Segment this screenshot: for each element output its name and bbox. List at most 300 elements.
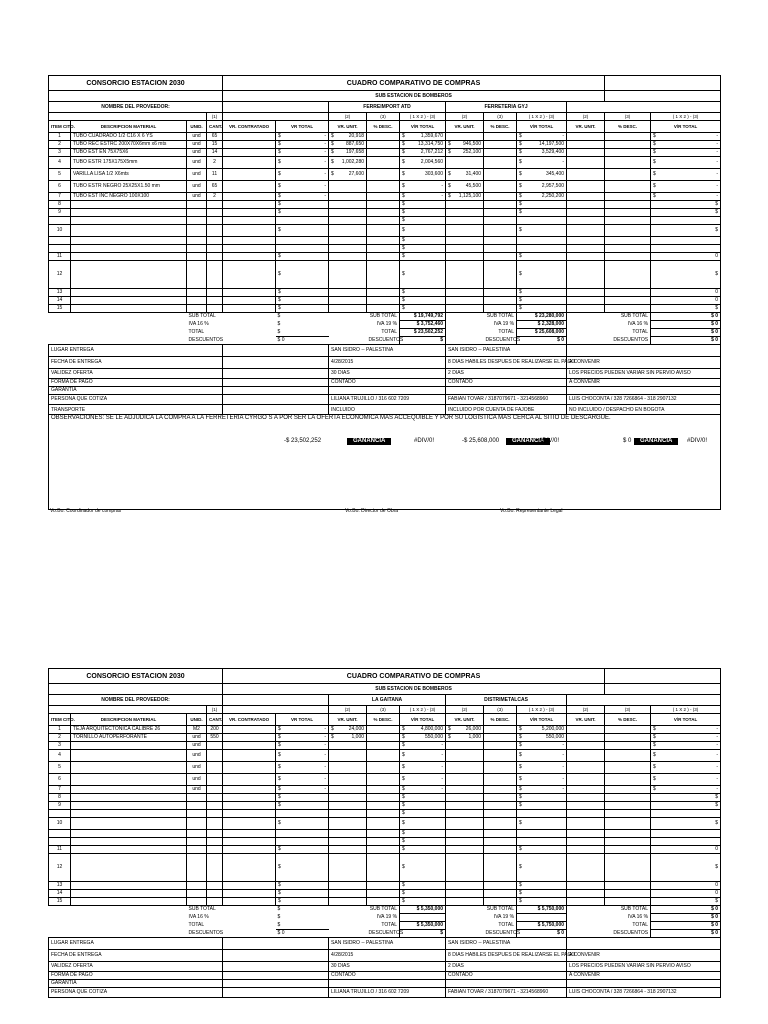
provider-3-total: $ — [651, 854, 721, 882]
blank-cell — [567, 297, 605, 305]
contracted-total: $ — [277, 914, 281, 920]
totals-label: TOTAL — [381, 329, 398, 335]
blank-cell — [223, 988, 329, 998]
blank-cell — [567, 890, 605, 898]
column-index: ( 1 X 2 ) - (3) — [400, 706, 446, 714]
blank-cell — [71, 245, 187, 253]
blank-cell — [605, 201, 651, 209]
blank-cell — [329, 906, 367, 914]
provider-3-sum: $ 0 — [651, 922, 721, 930]
provider-2-info: CONTADO — [446, 379, 567, 387]
contracted-total — [276, 726, 329, 734]
blank-cell — [223, 695, 329, 706]
provider-3-sum: $ 0 — [651, 337, 721, 345]
item-number: 12 — [49, 854, 71, 882]
blank-cell — [207, 305, 223, 313]
provider-3-info — [567, 980, 721, 988]
provider-2-total — [517, 193, 567, 201]
contracted-total: $ — [276, 846, 329, 854]
amount: - — [562, 133, 565, 139]
provider-2-total — [517, 217, 567, 225]
provider-1-total: $ — [400, 209, 446, 217]
blank-cell — [567, 237, 605, 245]
contracted-header: VR. CONTRATADO — [223, 121, 276, 133]
discount-header: % DESC. — [484, 714, 517, 726]
provider-1-unit-price — [329, 141, 367, 149]
provider-3-unit-price — [567, 141, 605, 149]
provider-1-info: LILIANA TRUJILLO / 316 602 7209 — [329, 395, 446, 405]
item-description: TORNILLO AUTOPERFORANTE — [71, 734, 187, 742]
provider-2-info: 2 DIAS — [446, 369, 567, 379]
blank-cell — [187, 898, 207, 906]
provider-3-info: A CONVENIR — [567, 972, 721, 980]
amount: - — [562, 159, 565, 165]
blank-cell — [71, 802, 187, 810]
blank-cell — [187, 289, 207, 297]
provider-3-total: 0 — [651, 253, 721, 261]
provider-3-total: $ — [651, 305, 721, 313]
item-number: 5 — [49, 762, 71, 774]
provider-3-info — [567, 938, 721, 950]
blank-cell — [605, 794, 651, 802]
blank-cell — [446, 906, 484, 914]
provider-3-unit-price — [567, 181, 605, 193]
currency-sign: $ — [402, 141, 405, 147]
item-number: 10 — [49, 225, 71, 237]
amount: - — [562, 786, 565, 792]
provider-3-info: NO INCLUIDO / DESPACHO EN BOGOTA — [567, 405, 721, 415]
blank-cell — [605, 838, 651, 846]
blank-cell — [567, 794, 605, 802]
item-number — [49, 810, 71, 818]
provider-3-sum: $ 0 — [651, 329, 721, 337]
description-header: DESCRIPCION MATERIAL — [71, 714, 187, 726]
blank-cell — [446, 321, 484, 329]
blank-cell — [187, 838, 207, 846]
blank-cell — [223, 906, 276, 914]
provider-1-info: CONTADO — [329, 379, 446, 387]
item-number: 15 — [49, 898, 71, 906]
contracted-total: $ 0 — [277, 930, 285, 936]
blank-cell — [329, 337, 367, 345]
provider-3-total — [651, 762, 721, 774]
provider-1-sum: $ 19,749,792 — [400, 313, 446, 321]
item-number: 9 — [49, 802, 71, 810]
unit-price-header: VR. UNIT. — [567, 714, 605, 726]
item-number: 3 — [49, 149, 71, 157]
discount-header: % DESC. — [367, 714, 400, 726]
amount: - — [562, 764, 565, 770]
item-number — [49, 245, 71, 253]
currency-sign: $ — [448, 734, 451, 740]
provider-1-total — [400, 133, 446, 141]
amount: - — [324, 141, 327, 147]
blank-cell — [567, 201, 605, 209]
blank-cell — [223, 225, 276, 237]
provider-3-unit-price — [567, 774, 605, 786]
profit-percent: #DIV/0! — [414, 438, 435, 444]
provider-1-info: 4/28/2015 — [329, 357, 446, 369]
blank-cell — [484, 830, 517, 838]
item-number: 8 — [49, 201, 71, 209]
item-number: 3 — [49, 742, 71, 750]
blank-cell — [49, 91, 223, 102]
blank-cell — [567, 838, 605, 846]
amount: - — [716, 171, 719, 177]
currency-sign: $ — [519, 752, 522, 758]
blank-cell — [49, 321, 71, 329]
item-description: VARILLA LISA 1/2 X6mts — [71, 169, 187, 181]
blank-cell — [187, 209, 207, 217]
blank-cell — [187, 245, 207, 253]
provider-3-unit-price — [567, 762, 605, 774]
contracted-total — [276, 830, 329, 838]
blank-cell — [207, 898, 223, 906]
provider-1-total: $ — [400, 830, 446, 838]
blank-cell — [187, 261, 207, 289]
column-index: (3) — [484, 113, 517, 121]
blank-cell — [223, 379, 329, 387]
currency-sign: $ — [519, 141, 522, 147]
blank-cell — [484, 890, 517, 898]
contracted-value — [223, 169, 276, 181]
blank-cell — [605, 854, 651, 882]
provider-3-total — [651, 237, 721, 245]
total-header: V/R TOTAL — [651, 714, 721, 726]
provider-3-info: A CONVENIR — [567, 379, 721, 387]
blank-cell — [484, 882, 517, 890]
provider-3-info — [567, 345, 721, 357]
provider-2-total: $ — [517, 209, 567, 217]
profit-percent: #DIV/0! — [687, 438, 708, 444]
amount: - — [716, 183, 719, 189]
currency-sign: $ — [653, 764, 656, 770]
provider-2-unit-price — [446, 149, 484, 157]
blank-cell — [329, 854, 367, 882]
provider-1-discount — [367, 762, 400, 774]
provider-3-total — [651, 734, 721, 742]
provider-3-total — [651, 133, 721, 141]
provider-2-total — [517, 838, 567, 846]
total-header: V/R TOTAL — [517, 714, 567, 726]
blank-cell — [567, 245, 605, 253]
blank-cell — [446, 245, 484, 253]
currency-sign: $ — [519, 734, 522, 740]
amount: 26,000 — [465, 726, 482, 732]
blank-cell — [187, 890, 207, 898]
blank-cell — [367, 846, 400, 854]
blank-cell — [329, 329, 367, 337]
blank-cell — [329, 890, 367, 898]
comparison-sheet-1 — [48, 75, 720, 510]
contracted-total: $ — [276, 818, 329, 830]
blank-cell — [484, 898, 517, 906]
blank-cell — [71, 810, 187, 818]
column-index: ( 1 X 2 ) - (3) — [651, 113, 721, 121]
blank-cell — [446, 313, 484, 321]
blank-cell — [329, 297, 367, 305]
blank-cell — [567, 898, 605, 906]
contracted-value — [223, 133, 276, 141]
blank-cell — [605, 261, 651, 289]
amount: - — [441, 183, 444, 189]
item-quantity: 15 — [207, 141, 223, 149]
blank-cell — [329, 882, 367, 890]
currency-sign: $ — [519, 776, 522, 782]
blank-cell — [567, 810, 605, 818]
blank-cell — [567, 217, 605, 225]
provider-2-total — [517, 742, 567, 750]
blank-cell — [367, 297, 400, 305]
provider-2-unit-price — [446, 750, 484, 762]
blank-cell — [71, 846, 187, 854]
amount: - — [324, 159, 327, 165]
provider-1-total: $ — [400, 794, 446, 802]
totals-label: TOTAL — [188, 922, 205, 928]
provider-1-name: LA GAITANA — [329, 695, 446, 706]
blank-cell — [605, 898, 651, 906]
blank-cell — [223, 313, 276, 321]
blank-cell — [207, 217, 223, 225]
provider-2-discount — [484, 774, 517, 786]
currency-sign: $ — [519, 171, 522, 177]
item-number: 12 — [49, 261, 71, 289]
currency-sign: $ — [653, 726, 656, 732]
currency-sign: $ — [402, 171, 405, 177]
amount: - — [324, 171, 327, 177]
contracted-total — [276, 157, 329, 169]
totals-label: DESCUENTOS — [613, 336, 649, 343]
observations-text: OBSERVACIONES: SE LE ADJUDICA LA COMPRA A LA FERRETERIA CYRGO S A POR SER LA OFERTA ECONOMICA MAS ACCEQUIBLE Y POR SU LOGISTICA MAS CERCA AL SITIO DE DESCARGUE. — [51, 415, 611, 421]
provider-1-total — [400, 786, 446, 794]
blank-cell — [223, 357, 329, 369]
blank-cell — [605, 802, 651, 810]
provider-2-info: SAN ISIDRO -- PALESTINA — [446, 345, 567, 357]
provider-1-total: $ — [400, 261, 446, 289]
blank-cell — [484, 217, 517, 225]
provider-1-unit-price — [329, 786, 367, 794]
blank-cell — [329, 245, 367, 253]
blank-cell — [71, 237, 187, 245]
provider-2-info: FABIAN TOVAR / 3187079671 - 3214568960 — [446, 988, 567, 998]
currency-sign: $ — [519, 786, 522, 792]
blank-cell — [446, 810, 484, 818]
currency-sign: $ — [331, 171, 334, 177]
totals-label: DESCUENTOS — [485, 929, 521, 936]
blank-cell — [207, 201, 223, 209]
amount: 45,500 — [465, 183, 482, 189]
discount-header: % DESC. — [605, 121, 651, 133]
blank-cell — [484, 297, 517, 305]
provider-1-total: $ — [400, 245, 446, 253]
blank-cell — [446, 337, 484, 345]
blank-cell — [567, 321, 605, 329]
info-label: GARANTIA — [49, 387, 223, 395]
provider-2-discount — [484, 193, 517, 201]
item-description — [71, 774, 187, 786]
blank-cell — [207, 810, 223, 818]
item-number: 8 — [49, 794, 71, 802]
provider-3-info: LOS PRECIOS PUEDEN VARIAR SIN PERVIO AVISO — [567, 369, 721, 379]
blank-cell — [329, 237, 367, 245]
provider-3-discount — [605, 734, 651, 742]
item-number: 4 — [49, 750, 71, 762]
blank-cell — [223, 818, 276, 830]
currency-sign: $ — [653, 133, 656, 139]
item-description: TUBO ESTR 175X175X5mm — [71, 157, 187, 169]
currency-sign: $ — [448, 149, 451, 155]
provider-1-total: $ — [400, 802, 446, 810]
blank-cell — [207, 209, 223, 217]
totals-label: TOTAL — [632, 329, 649, 335]
provider-3-total — [651, 774, 721, 786]
contracted-value — [223, 774, 276, 786]
provider-3-discount — [605, 169, 651, 181]
blank-cell — [187, 225, 207, 237]
item-number: 1 — [49, 726, 71, 734]
item-number: 14 — [49, 297, 71, 305]
provider-2-total — [517, 726, 567, 734]
signature-coordinator: Vo.Bo. Coordinador de compras — [50, 508, 122, 514]
provider-3-discount — [605, 742, 651, 750]
contracted-total — [276, 786, 329, 794]
blank-cell — [187, 794, 207, 802]
total-header: V/R TOTAL — [651, 121, 721, 133]
blank-cell — [223, 830, 276, 838]
provider-1-total: $ — [400, 838, 446, 846]
item-number: 4 — [49, 157, 71, 169]
comparison-sheet-2 — [48, 668, 720, 998]
blank-cell — [71, 261, 187, 289]
provider-2-unit-price — [446, 774, 484, 786]
provider-3-sum: $ 0 — [651, 906, 721, 914]
column-index: (3) — [605, 113, 651, 121]
currency-sign: $ — [331, 734, 334, 740]
currency-sign: $ — [519, 133, 522, 139]
currency-sign: $ — [653, 193, 656, 199]
page-subtitle: SUB ESTACION DE BOMBEROS — [223, 684, 605, 695]
blank-cell — [484, 838, 517, 846]
provider-3-info: LUIS CHOCONTA / 328 7266864 - 318 2907132 — [567, 988, 721, 998]
contracted-total: $ — [276, 882, 329, 890]
blank-cell — [187, 237, 207, 245]
currency-sign: $ — [278, 764, 281, 770]
totals-label: IVA 19 % — [493, 914, 515, 920]
blank-cell — [207, 882, 223, 890]
item-number: 6 — [49, 774, 71, 786]
blank-cell — [605, 846, 651, 854]
provider-1-unit-price — [329, 734, 367, 742]
amount: - — [324, 183, 327, 189]
item-header: ITEM CITO. — [49, 121, 71, 133]
unit-header: UNID. — [187, 714, 207, 726]
provider-1-sum: $ 5,350,000 — [400, 922, 446, 930]
blank-cell — [329, 313, 367, 321]
provider-1-total: $ — [400, 253, 446, 261]
provider-2-total — [517, 141, 567, 149]
provider-1-sum: $ — [400, 930, 446, 938]
blank-cell — [329, 846, 367, 854]
provider-label: NOMBRE DEL PROVEEDOR: — [49, 695, 223, 706]
item-quantity: 11 — [207, 169, 223, 181]
currency-sign: $ — [278, 752, 281, 758]
provider-3-total — [651, 245, 721, 253]
total-header: VR TOTAL — [276, 714, 329, 726]
totals-label: TOTAL — [632, 922, 649, 928]
amount: - — [441, 786, 444, 792]
blank-cell — [446, 882, 484, 890]
provider-1-total — [400, 750, 446, 762]
provider-2-discount — [484, 742, 517, 750]
blank-cell — [329, 794, 367, 802]
totals-label: IVA 19 % — [376, 321, 398, 327]
provider-3-discount — [605, 141, 651, 149]
blank-cell — [329, 922, 367, 930]
provider-3-total: $ — [651, 225, 721, 237]
blank-cell — [223, 922, 276, 930]
item-unit: und — [187, 149, 207, 157]
info-label: PERSONA QUE COTIZA — [49, 988, 223, 998]
blank-cell — [223, 369, 329, 379]
amount: - — [716, 752, 719, 758]
currency-sign: $ — [448, 171, 451, 177]
item-unit: und — [187, 774, 207, 786]
amount: 550,000 — [545, 734, 565, 740]
totals-label: DESCUENTOS — [368, 929, 404, 936]
provider-3-discount — [605, 774, 651, 786]
blank-cell — [223, 261, 276, 289]
provider-3-total — [651, 141, 721, 149]
blank-cell — [329, 810, 367, 818]
totals-label: TOTAL — [498, 329, 515, 335]
blank-cell — [605, 830, 651, 838]
currency-sign: $ — [402, 742, 405, 748]
provider-3-unit-price — [567, 157, 605, 169]
blank-cell — [329, 830, 367, 838]
totals-label: SUB TOTAL — [486, 313, 515, 320]
provider-1-sum: $ 3,752,460 — [400, 321, 446, 329]
info-label: FORMA DE PAGO — [49, 379, 223, 387]
blank-cell — [207, 289, 223, 297]
currency-sign: $ — [402, 734, 405, 740]
blank-cell — [367, 217, 400, 225]
blank-cell — [567, 289, 605, 297]
item-quantity — [207, 786, 223, 794]
blank-cell — [223, 337, 276, 345]
currency-sign: $ — [402, 183, 405, 189]
profit-row — [51, 438, 718, 447]
totals-label: IVA 16 % — [188, 914, 209, 920]
provider-2-total — [517, 169, 567, 181]
blank-cell — [484, 225, 517, 237]
item-number — [49, 830, 71, 838]
item-unit: und — [187, 742, 207, 750]
item-number — [49, 838, 71, 846]
amount: - — [716, 734, 719, 740]
profit-label: GANANCIA — [347, 438, 391, 445]
blank-cell — [223, 217, 276, 225]
blank-cell — [567, 818, 605, 830]
info-label: LUGAR ENTREGA — [49, 345, 223, 357]
currency-sign: $ — [519, 764, 522, 770]
blank-cell — [207, 818, 223, 830]
amount: 3,529,400 — [541, 149, 565, 155]
blank-cell — [329, 838, 367, 846]
provider-1-info — [329, 980, 446, 988]
provider-1-info: 4/28/2015 — [329, 950, 446, 962]
totals-label: SUB TOTAL — [188, 313, 216, 320]
blank-cell — [187, 810, 207, 818]
